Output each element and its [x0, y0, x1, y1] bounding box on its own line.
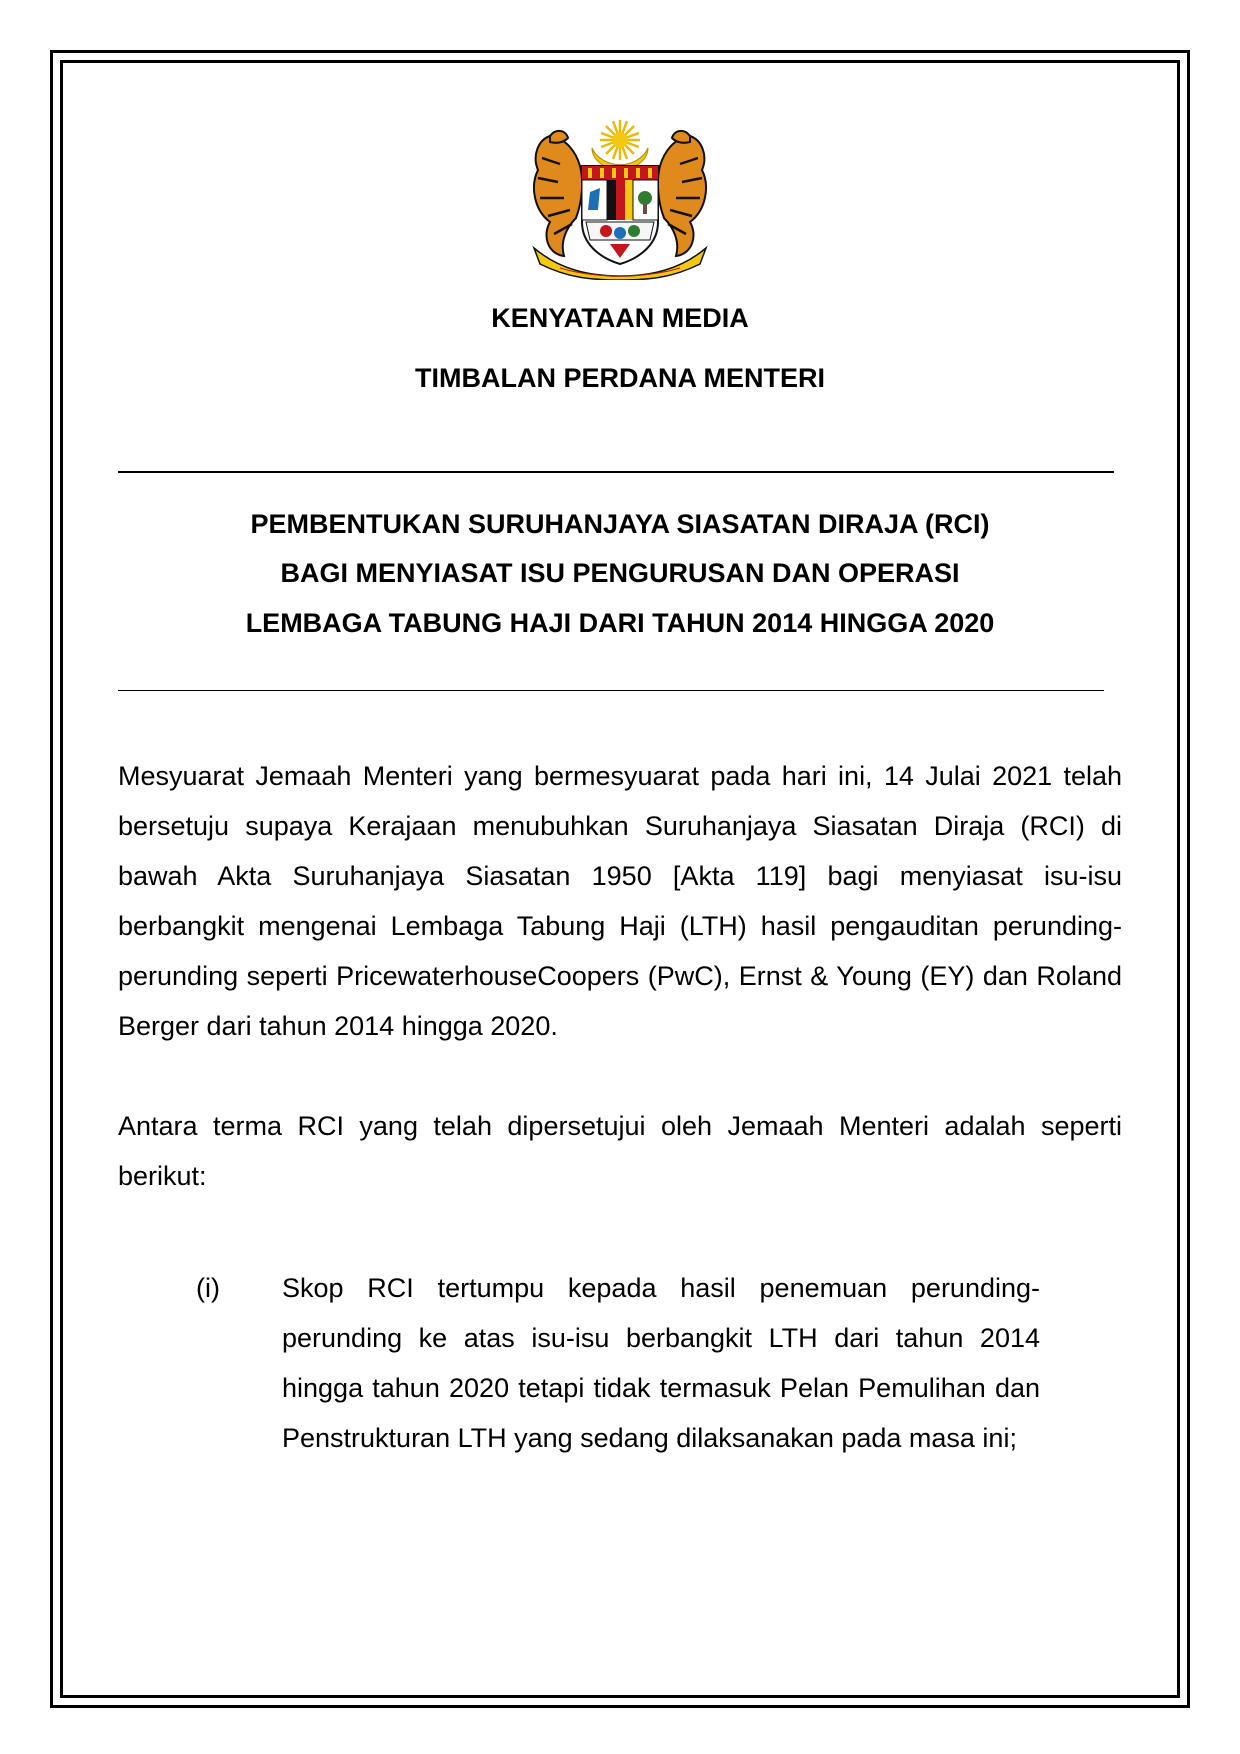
header-divider — [118, 471, 1114, 473]
title-line-3: LEMBAGA TABUNG HAJI DARI TAHUN 2014 HINGGA 2020 — [245, 608, 995, 638]
title-line-2: BAGI MENYIASAT ISU PENGURUSAN DAN OPERASI — [280, 558, 960, 588]
title-line-1: PEMBENTUKAN SURUHANJAYA SIASATAN DIRAJA (RCI) — [250, 509, 990, 539]
body-paragraph: Mesyuarat Jemaah Menteri yang bermesyuarat pada hari ini, 14 Julai 2021 telah bersetuju supaya Kerajaan menubuhkan Suruhanjaya Siasatan Diraja (RCI) di bawah Akta Suruhanjaya Siasatan 1950 [Akta 119] bagi menyiasat isu-isu berbangkit mengenai Lembaga Tabung Haji (LTH) hasil pengauditan perunding-perunding seperti PricewaterhouseCoopers (PwC), Ernst & Young (EY) dan Roland Berger dari tahun 2014 hingga 2020. — [118, 761, 1122, 1041]
term-marker: (i) — [196, 1273, 220, 1303]
title-divider — [118, 690, 1104, 691]
body-paragraph: Antara terma RCI yang telah dipersetujui oleh Jemaah Menteri adalah seperti berikut: — [118, 1111, 1122, 1191]
header-line-2: TIMBALAN PERDANA MENTERI — [415, 363, 825, 393]
term-text: Skop RCI tertumpu kepada hasil penemuan perunding-perunding ke atas isu-isu berbangkit LTH dari tahun 2014 hingga tahun 2020 tetapi tidak termasuk Pelan Pemulihan dan Penstrukturan LTH yang sedang dilaksanakan pada masa ini; — [282, 1273, 1040, 1453]
malaysia-coat-of-arms-icon — [520, 118, 720, 280]
header-line-1: KENYATAAN MEDIA — [491, 303, 749, 333]
